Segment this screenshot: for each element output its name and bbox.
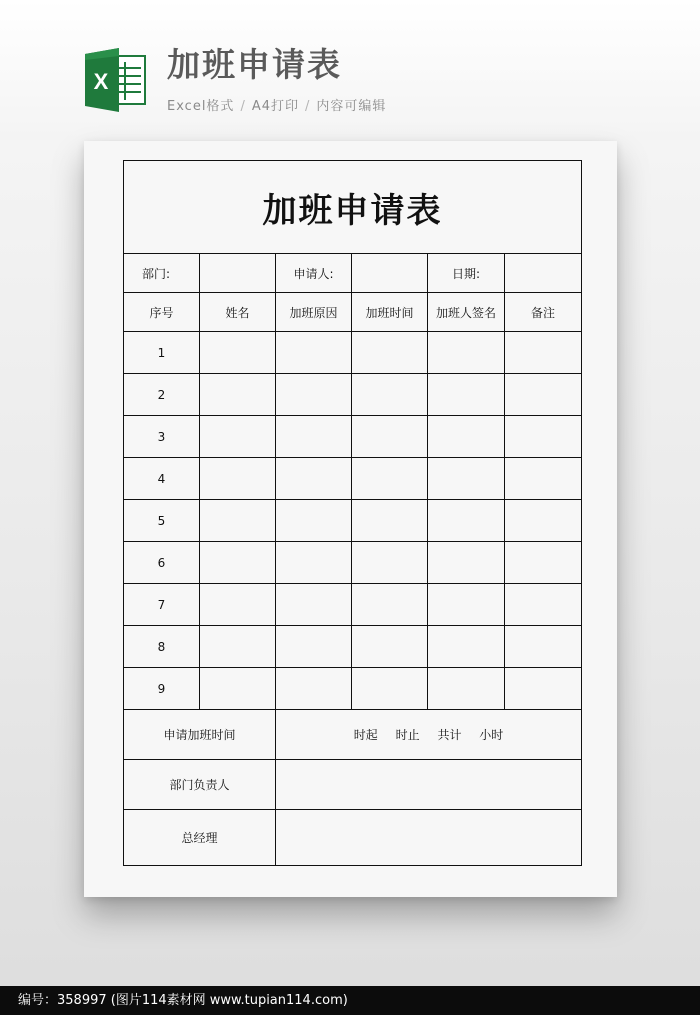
table-cell[interactable] — [505, 332, 582, 374]
table-cell[interactable] — [428, 500, 505, 542]
request-time-field[interactable] — [276, 710, 582, 760]
table-cell[interactable] — [505, 542, 582, 584]
subtitle-format: Excel格式 — [167, 99, 235, 114]
table-cell[interactable] — [352, 668, 428, 710]
table-cell[interactable] — [352, 416, 428, 458]
table-cell[interactable] — [428, 626, 505, 668]
page-title: 加班申请表 — [167, 45, 342, 84]
dept-head-label: 部门负责人 — [124, 760, 276, 810]
row-index: 1 — [124, 332, 200, 374]
table-row — [124, 500, 582, 542]
table-cell[interactable] — [276, 374, 352, 416]
table-cell[interactable] — [428, 542, 505, 584]
table-cell[interactable] — [200, 374, 276, 416]
table-cell[interactable] — [276, 668, 352, 710]
table-cell[interactable] — [276, 500, 352, 542]
department-label: 部门: — [124, 254, 200, 293]
row-index: 6 — [124, 542, 200, 584]
overtime-form-table — [123, 160, 582, 866]
time-end-label: 时止 — [395, 728, 420, 742]
row-index: 3 — [124, 416, 200, 458]
table-cell[interactable] — [505, 626, 582, 668]
table-cell[interactable] — [200, 668, 276, 710]
table-cell[interactable] — [200, 332, 276, 374]
excel-icon — [83, 48, 147, 112]
row-index: 9 — [124, 668, 200, 710]
table-cell[interactable] — [200, 500, 276, 542]
row-index: 5 — [124, 500, 200, 542]
svg-text:X: X — [93, 69, 109, 94]
table-cell[interactable] — [352, 626, 428, 668]
table-cell[interactable] — [276, 332, 352, 374]
table-row — [124, 542, 582, 584]
column-header-index: 序号 — [124, 293, 200, 332]
table-cell[interactable] — [428, 332, 505, 374]
table-cell[interactable] — [352, 332, 428, 374]
table-cell[interactable] — [505, 374, 582, 416]
table-cell[interactable] — [276, 416, 352, 458]
table-row — [124, 332, 582, 374]
dept-head-field[interactable] — [276, 760, 582, 810]
table-cell[interactable] — [505, 584, 582, 626]
date-field[interactable] — [505, 254, 582, 293]
subtitle-editable: 内容可编辑 — [316, 99, 387, 114]
table-cell[interactable] — [428, 374, 505, 416]
form-title: 加班申请表 — [124, 161, 582, 254]
table-row — [124, 374, 582, 416]
column-header-reason: 加班原因 — [276, 293, 352, 332]
table-cell[interactable] — [200, 458, 276, 500]
table-cell[interactable] — [505, 668, 582, 710]
date-label: 日期: — [428, 254, 505, 293]
column-header-signature: 加班人签名 — [428, 293, 505, 332]
column-header-name: 姓名 — [200, 293, 276, 332]
time-start-label: 时起 — [353, 728, 378, 742]
table-cell[interactable] — [352, 374, 428, 416]
table-cell[interactable] — [505, 416, 582, 458]
row-index: 7 — [124, 584, 200, 626]
applicant-field[interactable] — [352, 254, 428, 293]
general-manager-field[interactable] — [276, 810, 582, 866]
table-cell[interactable] — [428, 416, 505, 458]
hours-label: 小时 — [479, 728, 504, 742]
table-cell[interactable] — [200, 584, 276, 626]
table-row — [124, 626, 582, 668]
department-field[interactable] — [200, 254, 276, 293]
row-index: 4 — [124, 458, 200, 500]
table-cell[interactable] — [200, 542, 276, 584]
table-cell[interactable] — [276, 458, 352, 500]
row-index: 2 — [124, 374, 200, 416]
watermark-bar: 编号：358997 (图片114素材网 www.tupian114.com) — [0, 986, 700, 1015]
table-cell[interactable] — [352, 584, 428, 626]
table-cell[interactable] — [200, 626, 276, 668]
table-cell[interactable] — [352, 542, 428, 584]
applicant-label: 申请人: — [276, 254, 352, 293]
table-cell[interactable] — [276, 584, 352, 626]
request-time-label: 申请加班时间 — [124, 710, 276, 760]
table-row — [124, 416, 582, 458]
column-header-remarks: 备注 — [505, 293, 582, 332]
table-row — [124, 458, 582, 500]
column-header-time: 加班时间 — [352, 293, 428, 332]
general-manager-label: 总经理 — [124, 810, 276, 866]
page-subtitle: Excel格式 / A4打印 / 内容可编辑 — [167, 99, 387, 114]
table-cell[interactable] — [200, 416, 276, 458]
table-cell[interactable] — [352, 500, 428, 542]
table-row — [124, 584, 582, 626]
table-row — [124, 668, 582, 710]
table-cell[interactable] — [352, 458, 428, 500]
table-cell[interactable] — [505, 500, 582, 542]
table-cell[interactable] — [276, 542, 352, 584]
table-cell[interactable] — [276, 626, 352, 668]
total-label: 共计 — [437, 728, 462, 742]
table-cell[interactable] — [505, 458, 582, 500]
table-cell[interactable] — [428, 584, 505, 626]
table-cell[interactable] — [428, 458, 505, 500]
row-index: 8 — [124, 626, 200, 668]
table-cell[interactable] — [428, 668, 505, 710]
subtitle-print: A4打印 — [251, 99, 299, 114]
table-header-row — [124, 293, 582, 332]
